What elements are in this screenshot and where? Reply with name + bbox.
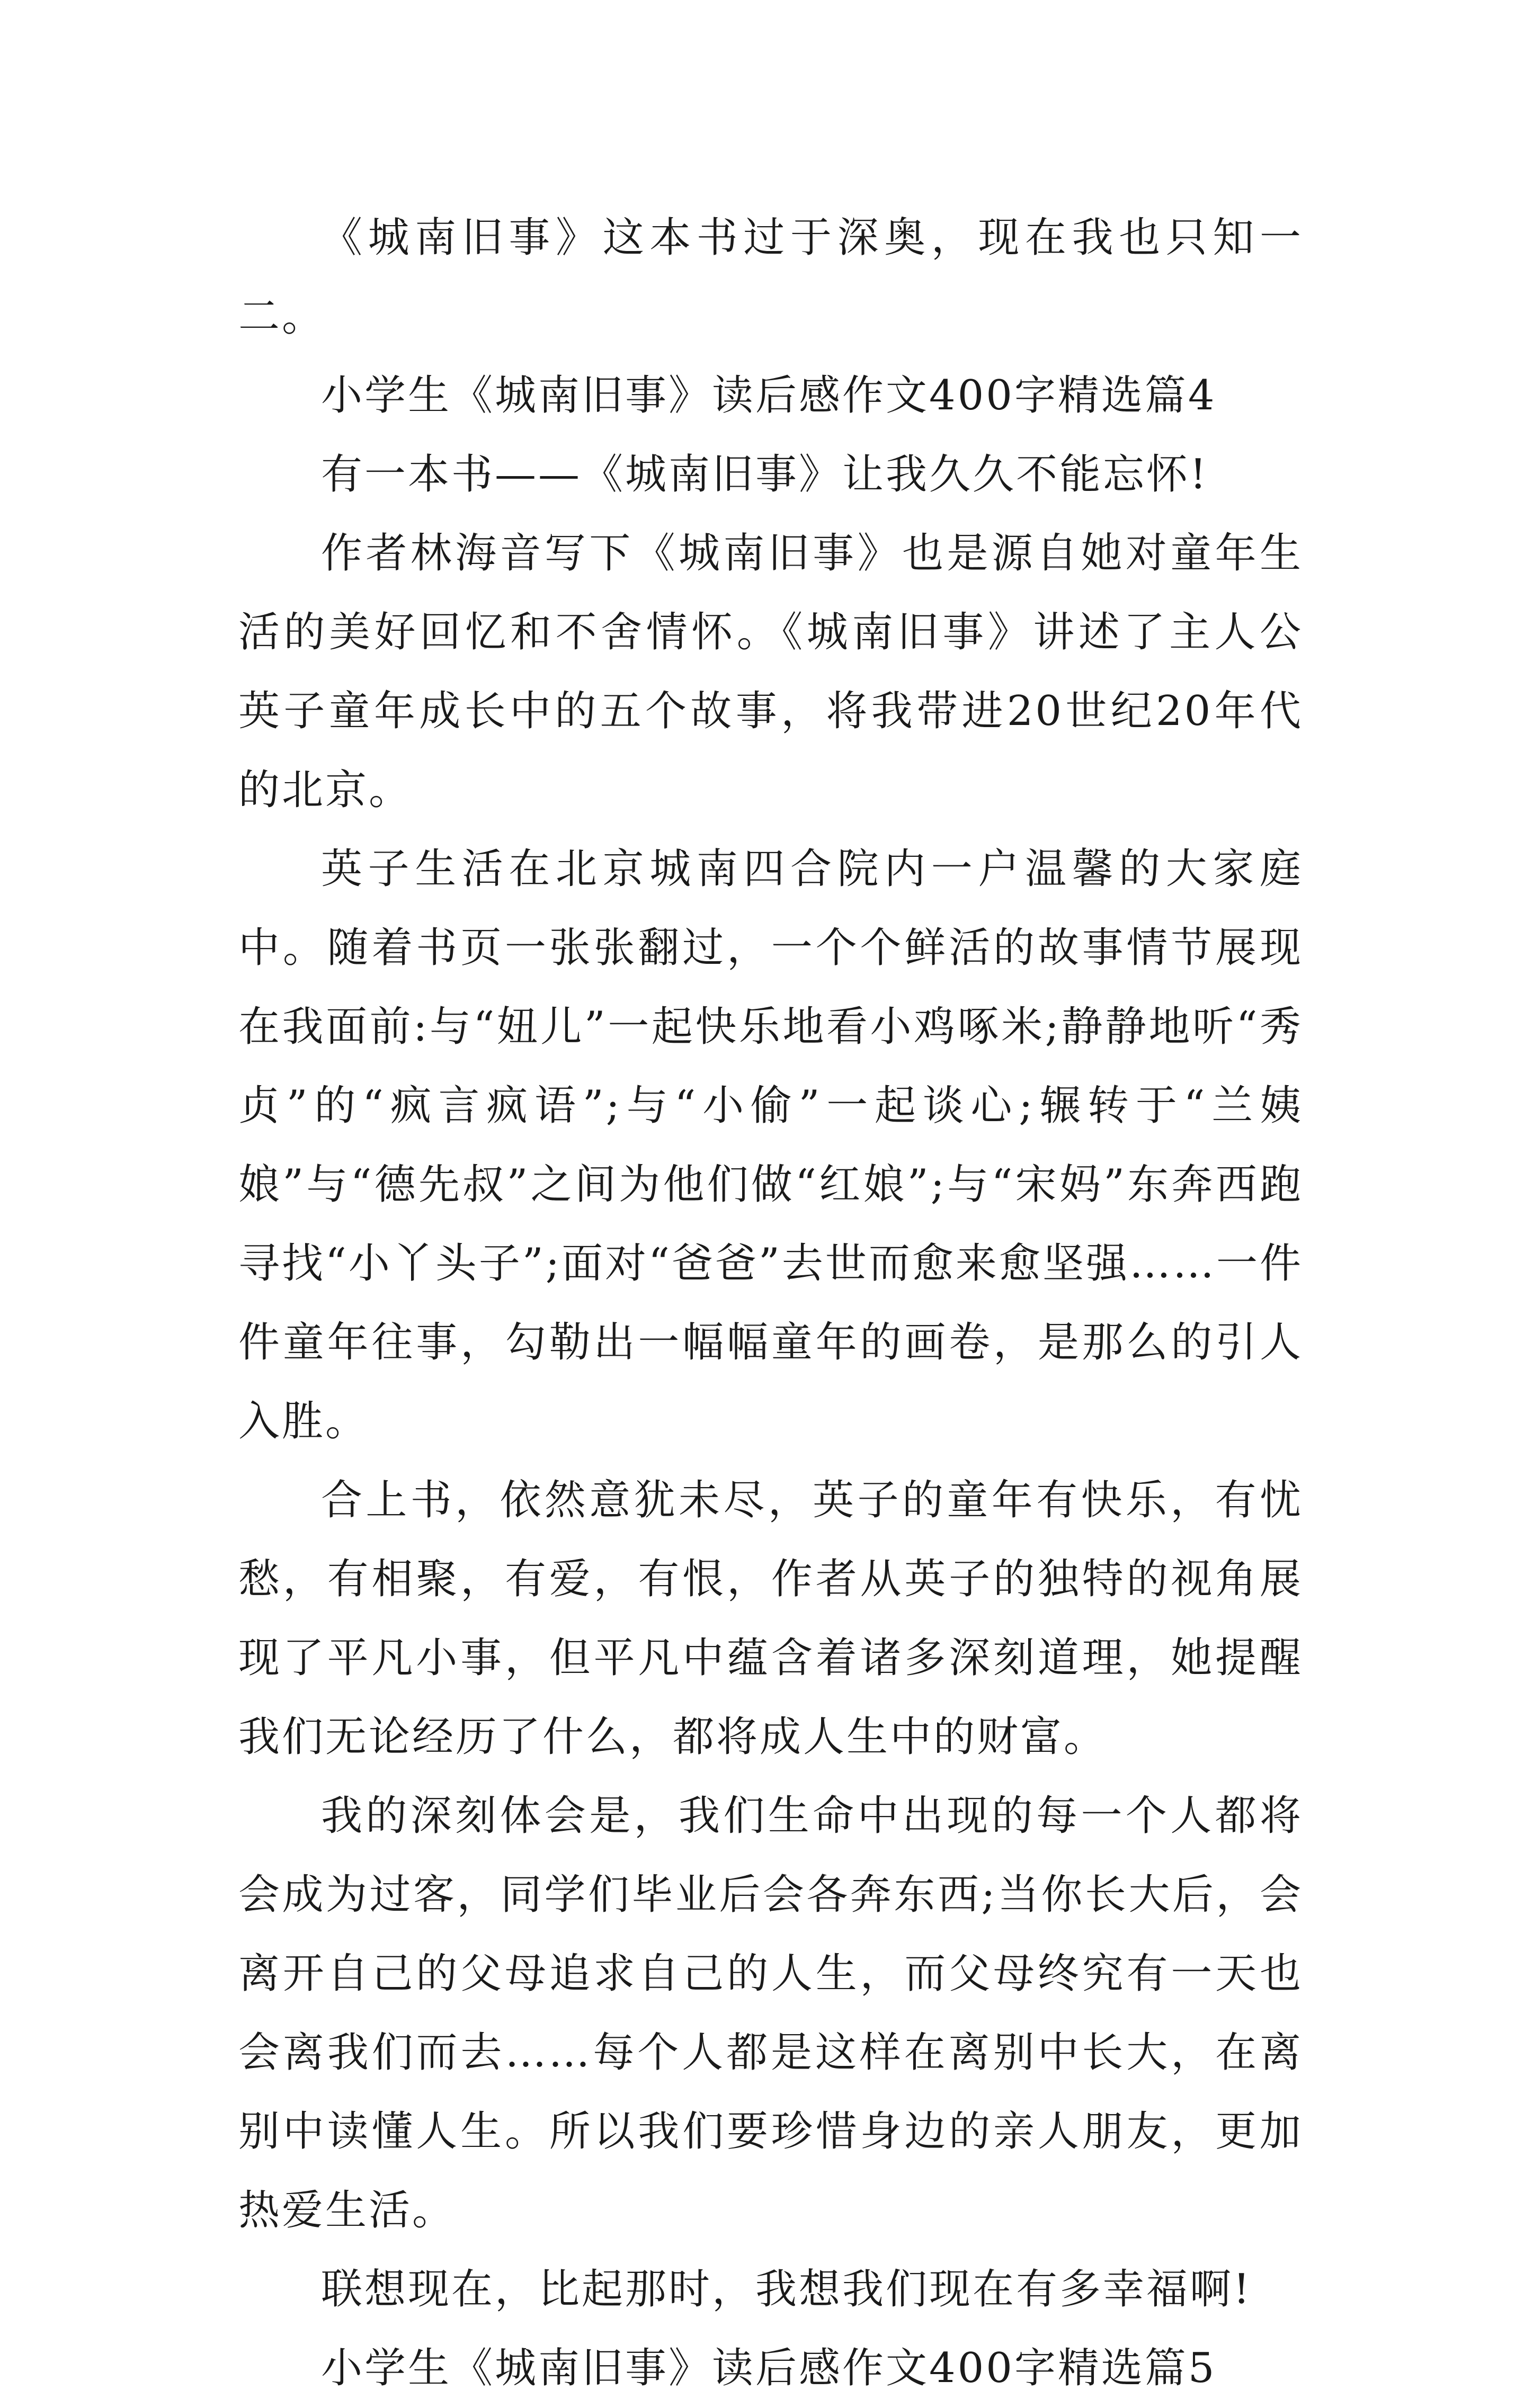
paragraph-intro-end: 《城南旧事》这本书过于深奥，现在我也只知一二。 xyxy=(238,214,1303,341)
paragraph-story: 英子生活在北京城南四合院内一户温馨的大家庭中。随着书页一张张翻过，一个个鲜活的故事情节展现在我面前:与“妞儿”一起快乐地看小鸡啄米;静静地听“秀贞”的“疯言疯语”;与“小偷”一起谈心;辗转于“兰姨娘”与“德先叔”之间为他们做“红娘”;与“宋妈”东奔西跑寻找“小丫头子”;面对“爸爸”去世而愈来愈坚强……一件件童年往事，勾勒出一幅幅童年的画卷，是那么的引人入胜。 xyxy=(238,845,1303,1445)
paragraph-author: 作者林海音写下《城南旧事》也是源自她对童年生活的美好回忆和不舍情怀。《城南旧事》讲述了主人公英子童年成长中的五个故事，将我带进20世纪20年代的北京。 xyxy=(238,530,1303,814)
paragraph-opening: 有一本书——《城南旧事》让我久久不能忘怀! xyxy=(321,451,1209,498)
paragraph-insight: 我的深刻体会是，我们生命中出现的每一个人都将会成为过客，同学们毕业后会各奔东西;当你长大后，会离开自己的父母追求自己的人生，而父母终究有一天也会离我们而去……每个人都是这样在离别中长大，在离别中读懂人生。所以我们要珍惜身边的亲人朋友，更加热爱生活。 xyxy=(238,1792,1303,2234)
paragraph-reflection: 合上书，依然意犹未尽，英子的童年有快乐，有忧愁，有相聚，有爱，有恨，作者从英子的独特的视角展现了平凡小事，但平凡中蕴含着诸多深刻道理，她提醒我们无论经历了什么，都将成人生中的财富。 xyxy=(238,1476,1303,1761)
paragraph-closing: 联想现在，比起那时，我想我们现在有多幸福啊! xyxy=(321,2266,1252,2313)
section-heading-5: 小学生《城南旧事》读后感作文400字精选篇5 xyxy=(321,2344,1217,2392)
document-body xyxy=(238,199,1303,2408)
section-heading-4: 小学生《城南旧事》读后感作文400字精选篇4 xyxy=(321,372,1217,419)
